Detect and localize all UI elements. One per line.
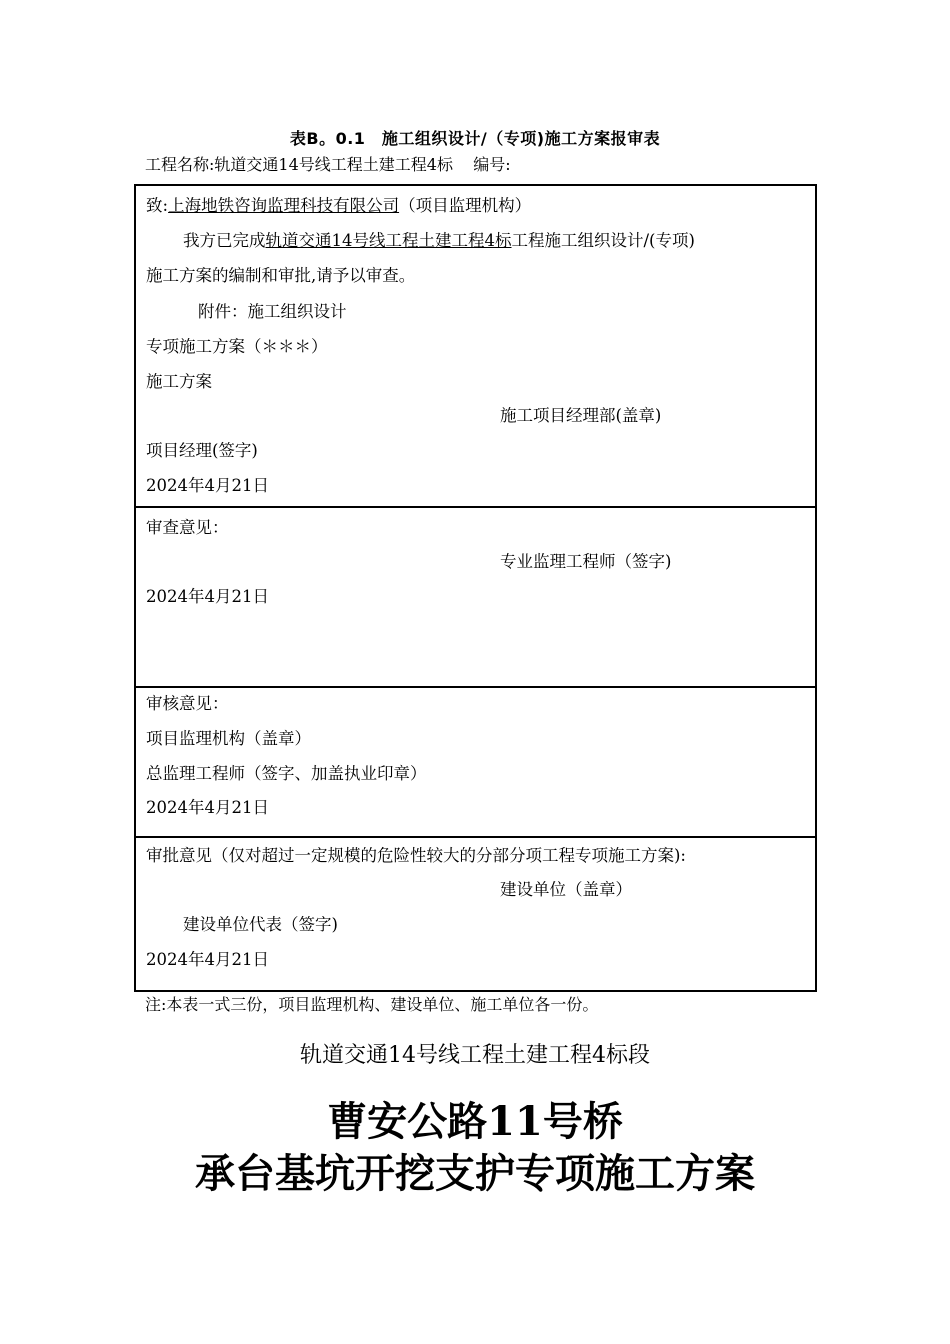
supervisor-org: 上海地铁咨询监理科技有限公司 [168, 196, 400, 215]
special-plan-line: 专项施工方案（＊＊＊） [146, 337, 328, 356]
approval-date: 2024年4月21日 [146, 950, 269, 969]
section-audit [136, 686, 815, 838]
section-submission [136, 186, 815, 506]
chief-sign-line: 总监理工程师（签字、加盖执业印章） [146, 764, 427, 783]
dept-stamp-line: 施工项目经理部(盖章) [500, 406, 662, 425]
serial-label: 编号: [473, 155, 511, 174]
cover-title-line-2: 承台基坑开挖支护专项施工方案 [195, 1150, 755, 1197]
cover-subtitle: 轨道交通14号线工程土建工程4标段 [300, 1043, 650, 1068]
review-form-table [134, 184, 817, 992]
project-name-label: 工程名称: [145, 155, 215, 174]
body-prefix: 我方已完成 [183, 231, 266, 250]
rep-sign-line: 建设单位代表（签字) [183, 915, 338, 934]
approval-label: 审批意见（仅对超过一定规模的危险性较大的分部分项工程专项施工方案): [146, 846, 686, 865]
project-name: 轨道交通14号线工程土建工程4标 [214, 155, 453, 174]
manager-sign-line: 项目经理(签字) [146, 441, 258, 460]
body-suffix: 工程施工组织设计/(专项) [511, 231, 695, 250]
construction-plan-line: 施工方案 [146, 372, 212, 391]
audit-date: 2024年4月21日 [146, 798, 269, 817]
form-title: 表B。0.1 施工组织设计/（专项)施工方案报审表 [289, 129, 661, 148]
table-note: 注:本表一式三份，项目监理机构、建设单位、施工单位各一份。 [145, 995, 599, 1014]
to-prefix: 致: [146, 196, 169, 215]
supervisor-suffix: （项目监理机构） [399, 196, 532, 215]
section-approval [136, 836, 815, 992]
body-line-1 [183, 227, 695, 251]
review-label: 审查意见： [146, 518, 229, 537]
audit-label: 审核意见： [146, 694, 229, 713]
body-line-2: 施工方案的编制和审批,请予以审查。 [146, 266, 416, 285]
addressee-line [146, 192, 531, 216]
cover-title-line-1: 曹安公路11号桥 [327, 1098, 623, 1145]
engineer-sign-line: 专业监理工程师（签字) [500, 552, 672, 571]
submission-date: 2024年4月21日 [146, 476, 269, 495]
org-stamp-line: 项目监理机构（盖章） [146, 729, 311, 748]
section-review [136, 506, 815, 688]
body-project: 轨道交通14号线工程土建工程4标 [265, 231, 512, 250]
review-date: 2024年4月21日 [146, 587, 269, 606]
unit-stamp-line: 建设单位（盖章） [500, 880, 632, 899]
attachment-line: 附件：施工组织设计 [198, 302, 347, 321]
project-line [145, 152, 511, 175]
